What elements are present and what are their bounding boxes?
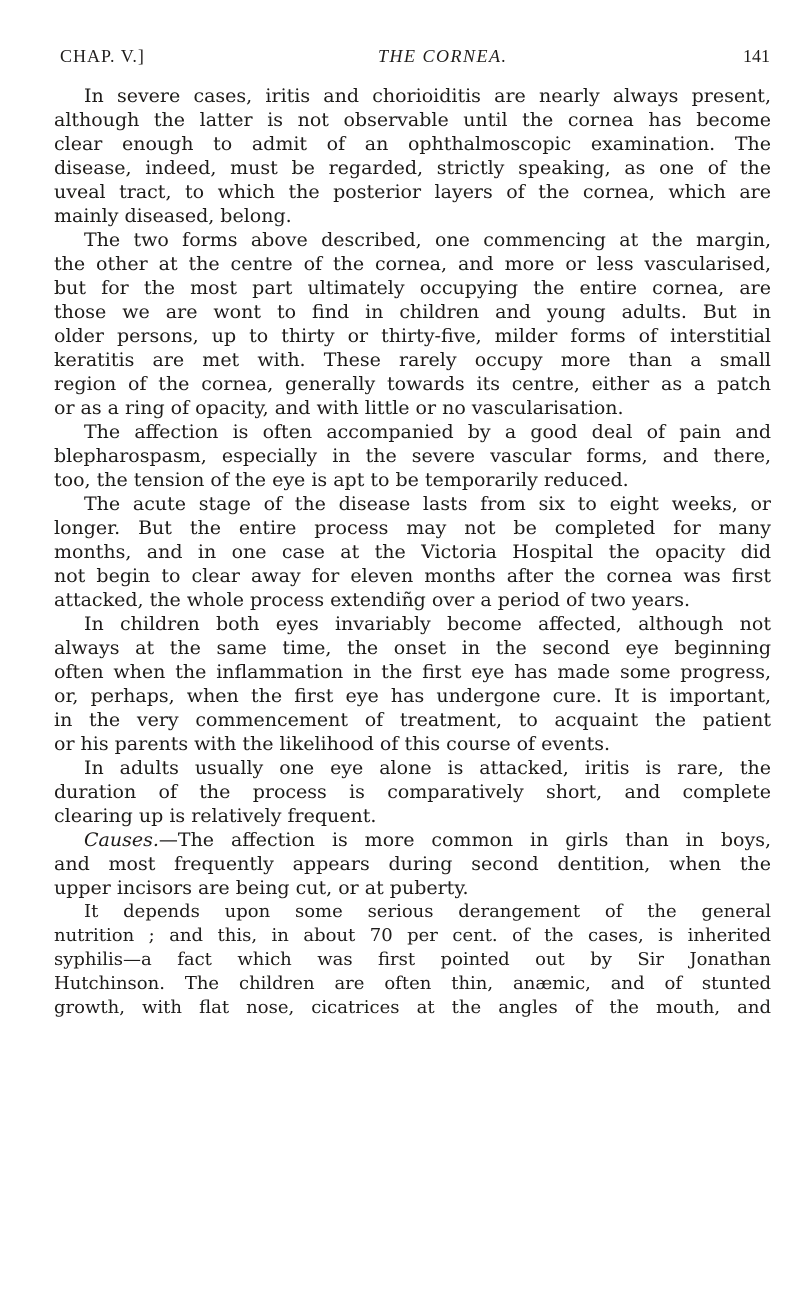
- text-line: [54, 228, 771, 252]
- line-text: duration of the process is comparatively short, and complete: [54, 781, 771, 803]
- text-line: [54, 876, 771, 900]
- line-text: syphilis—a fact which was first pointed out by Sir Jonathan: [54, 949, 771, 970]
- text-line: [54, 156, 771, 180]
- line-text: It depends upon some serious derangement of the general: [84, 901, 771, 922]
- text-line: [54, 444, 771, 468]
- line-text: mainly diseased, belong.: [54, 205, 292, 227]
- line-text: the other at the centre of the cornea, and more or less vascularised,: [54, 253, 771, 275]
- line-text: or, perhaps, when the first eye has undergone cure. It is important,: [54, 685, 771, 707]
- text-line: [54, 108, 771, 132]
- line-text: or his parents with the likelihood of this course of events.: [54, 733, 611, 755]
- line-text: In children both eyes invariably become affected, although not: [84, 613, 771, 635]
- line-text: those we are wont to find in children and young adults. But in: [54, 301, 771, 323]
- text-line: [54, 588, 771, 612]
- line-text: months, and in one case at the Victoria Hospital the opacity did: [54, 541, 771, 563]
- line-text: The affection is often accompanied by a good deal of pain and: [84, 421, 771, 443]
- text-line: [54, 780, 771, 804]
- line-text: Hutchinson. The children are often thin, anæmic, and of stunted: [54, 973, 771, 994]
- line-text: or as a ring of opacity, and with little or no vascularisation.: [54, 397, 624, 419]
- chapter-label: CHAP. V.]: [60, 46, 145, 66]
- text-line: [54, 276, 771, 300]
- line-text: not begin to clear away for eleven months after the cornea was first: [54, 565, 771, 587]
- text-line: [54, 84, 771, 108]
- line-text: too, the tension of the eye is apt to be temporarily reduced.: [54, 469, 629, 491]
- text-line: [54, 564, 771, 588]
- text-line: [54, 732, 771, 756]
- text-line: [54, 684, 771, 708]
- text-line: [54, 396, 771, 420]
- line-text: blepharospasm, especially in the severe vascular forms, and there,: [54, 445, 771, 467]
- line-text: longer. But the entire process may not be completed for many: [54, 517, 771, 539]
- text-line: [54, 852, 771, 876]
- line-text: growth, with flat nose, cicatrices at the angles of the mouth, and: [54, 997, 771, 1018]
- line-text: older persons, up to thirty or thirty-five, milder forms of interstitial: [54, 325, 771, 347]
- section-heading: Causes.: [84, 829, 159, 851]
- text-line: [54, 708, 771, 732]
- line-text: clearing up is relatively frequent.: [54, 805, 377, 827]
- line-text: keratitis are met with. These rarely occupy more than a small: [54, 349, 771, 371]
- line-text: upper incisors are being cut, or at puberty.: [54, 877, 469, 899]
- text-line: [54, 324, 771, 348]
- text-line: [54, 372, 771, 396]
- page-number: 141: [743, 46, 770, 66]
- text-line: [54, 492, 771, 516]
- text-line: [54, 924, 771, 948]
- text-line: [54, 516, 771, 540]
- line-text: often when the inflammation in the first eye has made some progress,: [54, 661, 771, 683]
- line-text: —The affection is more common in girls than in boys,: [158, 829, 771, 851]
- text-line: [54, 948, 771, 972]
- text-line: [54, 132, 771, 156]
- text-line: [54, 636, 771, 660]
- body-text: [54, 84, 771, 1020]
- text-line: [54, 300, 771, 324]
- text-line: [54, 972, 771, 996]
- line-text: nutrition ; and this, in about 70 per cent. of the cases, is inherited: [54, 925, 771, 946]
- text-line: [54, 348, 771, 372]
- line-text: but for the most part ultimately occupying the entire cornea, are: [54, 277, 771, 299]
- text-line: [54, 612, 771, 636]
- running-header: [60, 46, 770, 70]
- line-text: always at the same time, the onset in the second eye beginning: [54, 637, 771, 659]
- line-text: The two forms above described, one commencing at the margin,: [84, 229, 771, 251]
- line-text: attacked, the whole process extendiñg over a period of two years.: [54, 589, 691, 611]
- text-line: [54, 468, 771, 492]
- line-text: The acute stage of the disease lasts from six to eight weeks, or: [84, 493, 771, 515]
- text-line: [54, 204, 771, 228]
- text-line: [54, 996, 771, 1020]
- line-text: and most frequently appears during second dentition, when the: [54, 853, 771, 875]
- line-text: in the very commencement of treatment, to acquaint the patient: [54, 709, 771, 731]
- text-line: [54, 180, 771, 204]
- text-line: [54, 828, 771, 852]
- line-text: region of the cornea, generally towards its centre, either as a patch: [54, 373, 771, 395]
- line-text: uveal tract, to which the posterior layers of the cornea, which are: [54, 181, 771, 203]
- text-line: [54, 756, 771, 780]
- line-text: although the latter is not observable until the cornea has become: [54, 109, 771, 131]
- line-text: In adults usually one eye alone is attacked, iritis is rare, the: [84, 757, 771, 779]
- running-title: THE CORNEA.: [378, 46, 508, 66]
- text-line: [54, 660, 771, 684]
- text-line: [54, 420, 771, 444]
- text-line: [54, 540, 771, 564]
- text-line: [54, 804, 771, 828]
- line-text: In severe cases, iritis and chorioiditis are nearly always present,: [84, 85, 771, 107]
- line-text: clear enough to admit of an ophthalmoscopic examination. The: [54, 133, 771, 155]
- text-line: [54, 900, 771, 924]
- line-text: disease, indeed, must be regarded, strictly speaking, as one of the: [54, 157, 771, 179]
- text-line: [54, 252, 771, 276]
